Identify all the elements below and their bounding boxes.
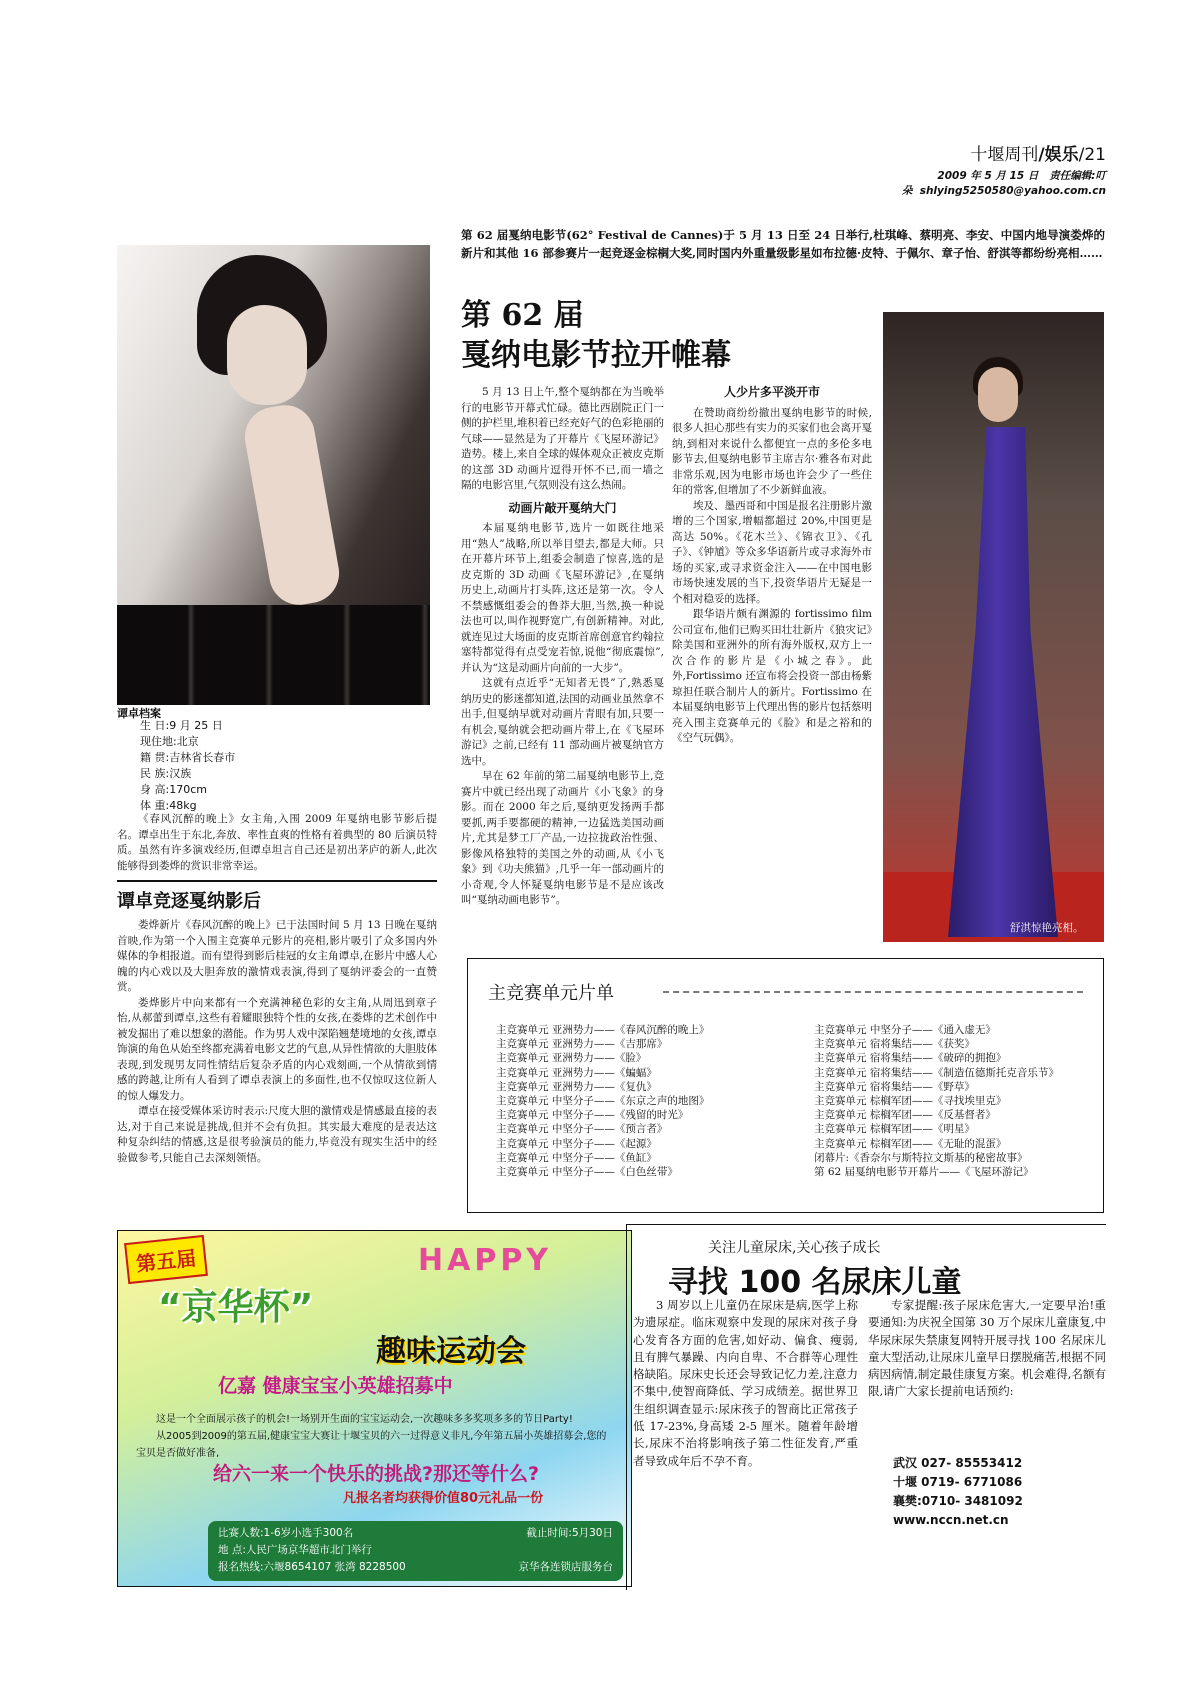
list-item: 主竞赛单元 宿将集结——《获奖》 [814, 1038, 975, 1051]
ad-ribbon: 第五届 [124, 1235, 208, 1284]
list-item: 主竞赛单元 中坚分子——《东京之声的地图》 [496, 1095, 710, 1108]
article-paragraph: 早在 62 年前的第二届戛纳电影节上,竞赛片中就已经出现了动画片《小飞象》的身影。而在 2000 年之后,戛纳更发扬两手都要抓,两手要都硬的精神,一边猛选美国动画片,尤其是梦工厂产品,一边拉拢政治性强、影像风格独特的美国之外的动画,从《小飞象》到《功夫熊猫》,几乎一年一部动画片的小奇观,令人怀疑戛纳电影节是不是应该改叫“戛纳动画电影节”。 [461, 770, 664, 906]
list-item: 主竞赛单元 中坚分子——《起源》 [496, 1137, 657, 1150]
list-item: 主竞赛单元 宿将集结——《破碎的拥抱》 [814, 1052, 1007, 1065]
page-number: /21 [1078, 145, 1106, 165]
list-item: 主竞赛单元 中坚分子——《鱼缸》 [496, 1151, 657, 1164]
article-paragraph: 在赞助商纷纷撤出戛纳电影节的时候,很多人担心那些有实力的买家们也会离开戛纳,到相对来说什么都便宜一点的多伦多电影节去,但戛纳电影节主席吉尔·雅各布对此非常乐观,因为电影市场也许会少了一些住年的常客,但增加了不少新鲜血液。 [672, 406, 872, 496]
list-item: 主竞赛单元 棕榈军团——《明星》 [814, 1123, 975, 1136]
ad-info-bar [208, 1521, 623, 1581]
profile-birthday: 生 日:9 月 25 日 [140, 719, 223, 732]
ad-location: 地 点:人民广场京华超市北门举行 [218, 1544, 372, 1556]
list-item: 主竞赛单元 中坚分子——《白色丝带》 [496, 1166, 678, 1179]
divider [117, 880, 437, 882]
enuresis-title: 寻找 100 名尿床儿童 [668, 1265, 962, 1300]
article-subhead: 人少片多平淡开市 [723, 385, 820, 399]
enuresis-kicker: 关注儿童尿床,关心孩子成长 [708, 1240, 881, 1256]
headline-line-1: 第 62 届 [461, 298, 584, 333]
profile-origin: 籍 贯:吉林省长春市 [140, 751, 236, 764]
paper-name: 十堰周刊 [970, 145, 1039, 165]
article-column-2 [672, 385, 872, 747]
list-item: 闭幕片:《香奈尔与斯特拉文斯基的秘密故事》 [814, 1151, 1028, 1164]
list-item: 主竞赛单元 亚洲势力——《吉那席》 [496, 1038, 668, 1051]
article-paragraph: 本届戛纳电影节,选片一如既往地采用“熟人”战略,所以举目望去,都是大师。只在开幕片环节上,组委会制造了惊喜,选的是皮克斯的 3D 动画《飞屋环游记》,在戛纳历史上,动画片打头阵,这还是第一次。令人不禁感慨组委会的鲁莽大胆,当然,换一种说法也可以,叫作视野宽广,有创新精神。对此,就连见过大场面的皮克斯首席创意官约翰拉塞特都觉得有点受宠若惊,说他“彻底震惊”,并认为“这是动画片向前的一大步”。 [461, 522, 664, 674]
list-item: 主竞赛单元 棕榈军团——《无耻的混蛋》 [814, 1137, 1007, 1150]
list-item: 主竞赛单元 亚洲势力——《脸》 [496, 1052, 647, 1065]
list-item: 主竞赛单元 中坚分子——《残留的时光》 [496, 1109, 689, 1122]
secondary-headline: 谭卓竞逐戛纳影后 [117, 891, 261, 912]
ad-subtitle: 亿嘉 健康宝宝小英雄招募中 [218, 1375, 453, 1397]
headline-line-2: 戛纳电影节拉开帷幕 [461, 338, 731, 373]
profile-facts [140, 718, 440, 814]
film-list-title: 主竞赛单元片单 [488, 983, 614, 1004]
article-paragraph: 娄烨影片中向来都有一个充满神秘色彩的女主角,从周迅到章子怡,从郝蕾到谭卓,这些有着耀眼独特个性的女孩,在娄烨的艺术创作中被发掘出了难以想象的潜能。作为男人戏中深陷翘楚境地的女孩,谭卓饰演的角色从始至终都充满着电影文艺的气息,从异性情欲的大胆肢体表现,到发现男友同性情结后复杂矛盾的内心戏刻画,一个从情欲到情感的跨越,让所有人看到了谭卓表演上的多面性,也不仅惊叹这位新人的惊人爆发力。 [117, 996, 437, 1102]
film-list-left [496, 1023, 786, 1179]
left-article-body [117, 918, 437, 1166]
profile-ethnicity: 民 族:汉族 [140, 767, 192, 780]
article-paragraph: 埃及、墨西哥和中国是报名注册影片激增的三个国家,增幅都超过 20%,中国更是高达 50%。《花木兰》、《锦衣卫》、《孔子》、《钟馗》等众多华语新片或寻求海外市场的买家,或寻求资金注入——在中国电影市场快速发展的当下,投资华语片无疑是一个相对稳妥的选择。 [672, 499, 872, 605]
editor-email: shlying5250580@yahoo.com.cn [919, 185, 1106, 197]
list-item: 主竞赛单元 宿将集结——《野草》 [814, 1080, 975, 1093]
profile-description [117, 812, 437, 874]
list-item: 主竞赛单元 中坚分子——《通入虚无》 [814, 1024, 996, 1036]
article-paragraph: 谭卓在接受媒体采访时表示:尺度大胆的激情戏是情感最直接的表达,对于自己来说是挑战,但并不会有负担。其实最大难度的是表达这种复杂纠结的情感,这是很考验演员的能力,毕竟没有现实生活中的经验做参考,只能自己去深刻领悟。 [117, 1105, 437, 1164]
ad-body [136, 1411, 616, 1462]
profile-residence: 现住地:北京 [140, 735, 199, 748]
profile-title: 谭卓档案 [117, 707, 161, 720]
list-item: 主竞赛单元 亚洲势力——《蝙蝠》 [496, 1066, 657, 1079]
article-paragraph: 跟华语片颇有渊源的 fortissimo film 公司宣布,他们已购买田壮壮新片《狼灾记》除美国和亚洲外的所有海外版权,双方上一次合作的影片是《小城之春》。此外,Fortissimo 还宣布将会投资一部由杨紫琼担任联合制片人的新片。Fortissimo 在本届戛纳电影节上代理出售的影片包括蔡明亮入围主竞赛单元的《脸》和是之裕和的《空气玩偶》。 [672, 608, 872, 744]
photo-caption: 舒淇惊艳亮相。 [1010, 922, 1084, 934]
sports-meet-ad [117, 1230, 632, 1587]
profile-height: 身 高:170cm [140, 783, 207, 796]
editor-line: 责任编辑:叮朵 [901, 170, 1106, 197]
ad-happy-banner: HAPPY [418, 1243, 553, 1278]
article-paragraph: 娄烨新片《春风沉醉的晚上》已于法国时间 5 月 13 日晚在戛纳首映,作为第一个入围主竞赛单元影片的亮相,影片吸引了众多国内外媒体的争相报道。而有望得到影后桂冠的女主角谭卓,在影片中感人心魄的内心戏以及大胆奔放的激情戏表演,得到了戛纳评委会的一直赞赏。 [117, 919, 437, 993]
tan-zhuo-photo [117, 245, 430, 705]
article-paragraph: 5 月 13 日上午,整个戛纳都在为当晚举行的电影节开幕式忙碌。德比西剧院正门一侧的护栏里,堆积着已经充好气的色彩艳丽的气球——显然是为了开幕片《飞屋环游记》造势。楼上,来自全球的媒体观众正被皮克斯的这部 3D 动画片逗得开怀不已,而一墙之隔的电影宫里,气氛则没有这么热闹。 [461, 386, 664, 491]
masthead: 十堰周刊/娱乐/21 [970, 145, 1106, 165]
article-column-1 [461, 385, 664, 909]
issue-date: 2009 年 5 月 15 日 [937, 170, 1039, 182]
list-item: 主竞赛单元 宿将集结——《制造伍德斯托克音乐节》 [814, 1066, 1059, 1079]
dateline [740, 168, 1106, 198]
article-paragraph: 这就有点近乎“无知者无畏”了,熟悉戛纳历史的影迷都知道,法国的动画业虽然拿不出手,但戛纳早就对动画片青眼有加,只要一有机会,戛纳就会把动画片带上,在《飞屋环游记》之前,已经有 11 部动画片被戛纳官方选中。 [461, 677, 664, 767]
section-name: 娱乐 [1044, 145, 1079, 165]
enuresis-column-1: 3 周岁以上儿童仍在尿床是病,医学上称为遗尿症。临床观察中发现的尿床对孩子身心发育各方面的危害,如好动、偏食、瘦弱,且有脾气暴躁、内向自卑、不合群等心理性格缺陷。尿床史长还会导致记忆力差,注意力不集中,使智商降低、学习成绩差。据世界卫生组织调查显示:尿床孩子的智商比正常孩子低 17-23%,身高矮 2-5 厘米。随着年龄增长,尿床不治将影响孩子第二性征发育,严重者导致成年后不孕不育。 [633, 1298, 858, 1468]
enuresis-contacts [893, 1454, 1023, 1530]
contact-wuhan: 武汉 027- 85553412 [893, 1456, 1023, 1470]
ad-hotline: 报名热线:六堰8654107 张湾 8228500 [218, 1561, 406, 1573]
ad-body-text: 这是一个全面展示孩子的机会!一场别开生面的宝宝运动会,一次趣味多多奖项多多的节日Party! [156, 1414, 573, 1425]
enuresis-column-2: 专家提醒:孩子尿床危害大,一定要早治!重要通知:为庆祝全国第 30 万个尿床儿童康复,中华尿床尿失禁康复网特开展寻找 100 名尿床儿童大型活动,让尿床儿童早日摆脱痛苦,根据不同病因病情,制定最佳康复方案。机会难得,名额有限,请广大家长提前电话预约: [868, 1298, 1106, 1399]
ad-deadline: 截止时间:5月30日 [526, 1527, 613, 1539]
ad-gift-note: 凡报名者均获得价值80元礼品一份 [343, 1491, 544, 1506]
main-headline [461, 296, 861, 376]
list-item: 主竞赛单元 棕榈军团——《寻找埃里克》 [814, 1095, 1007, 1108]
ad-body-text: 从2005到2009的第五届,健康宝宝大赛让十堰宝贝的六一过得意义非凡,今年第五届小英雄招募会,您的宝贝是否做好准备, [136, 1431, 607, 1459]
competition-film-list [467, 958, 1104, 1213]
ad-participants: 比赛人数:1-6岁小选手300名 [218, 1527, 354, 1539]
contact-website: www.nccn.net.cn [893, 1513, 1009, 1527]
ad-event-title: 趣味运动会 [376, 1334, 526, 1369]
film-list-right [814, 1023, 1104, 1179]
ad-service-desk: 京华各连锁店服务台 [518, 1561, 613, 1573]
list-item: 主竞赛单元 中坚分子——《预言者》 [496, 1123, 668, 1136]
shu-qi-photo [883, 312, 1104, 942]
lead-paragraph: 第 62 届戛纳电影节(62° Festival de Cannes)于 5 月 13 日至 24 日举行,杜琪峰、蔡明亮、李安、中国内地导演娄烨的新片和其他 16 部参赛片一起竞逐金棕榈大奖,同时国内外重量级影星如布拉德·皮特、于佩尔、章子怡、舒淇等都纷纷亮相…… [461, 228, 1105, 260]
ad-cup-name: “京华杯” [158, 1287, 314, 1328]
list-item: 主竞赛单元 棕榈军团——《反基督者》 [814, 1109, 996, 1122]
list-item: 主竞赛单元 亚洲势力——《复仇》 [496, 1080, 657, 1093]
list-item: 主竞赛单元 亚洲势力——《春风沉醉的晚上》 [496, 1024, 710, 1036]
profile-weight: 体 重:48kg [140, 799, 197, 812]
ad-slogan: 给六一来一个快乐的挑战?那还等什么? [213, 1463, 540, 1485]
profile-desc-text: 《春风沉醉的晚上》女主角,入围 2009 年戛纳电影节影后提名。谭卓出生于东北,奔放、率性直爽的性格有着典型的 80 后演员特质。虽然有许多演戏经历,但谭卓坦言自己还是初出茅庐的新人,此次能够得到娄烨的赏识非常幸运。 [117, 813, 437, 872]
article-subhead: 动画片敲开戛纳大门 [508, 500, 617, 515]
list-item: 第 62 届戛纳电影节开幕片——《飞屋环游记》 [814, 1166, 1034, 1179]
contact-xiangfan: 襄樊:0710- 3481092 [893, 1494, 1023, 1508]
divider [663, 991, 1083, 993]
contact-shiyan: 十堰 0719- 6771086 [893, 1475, 1023, 1489]
